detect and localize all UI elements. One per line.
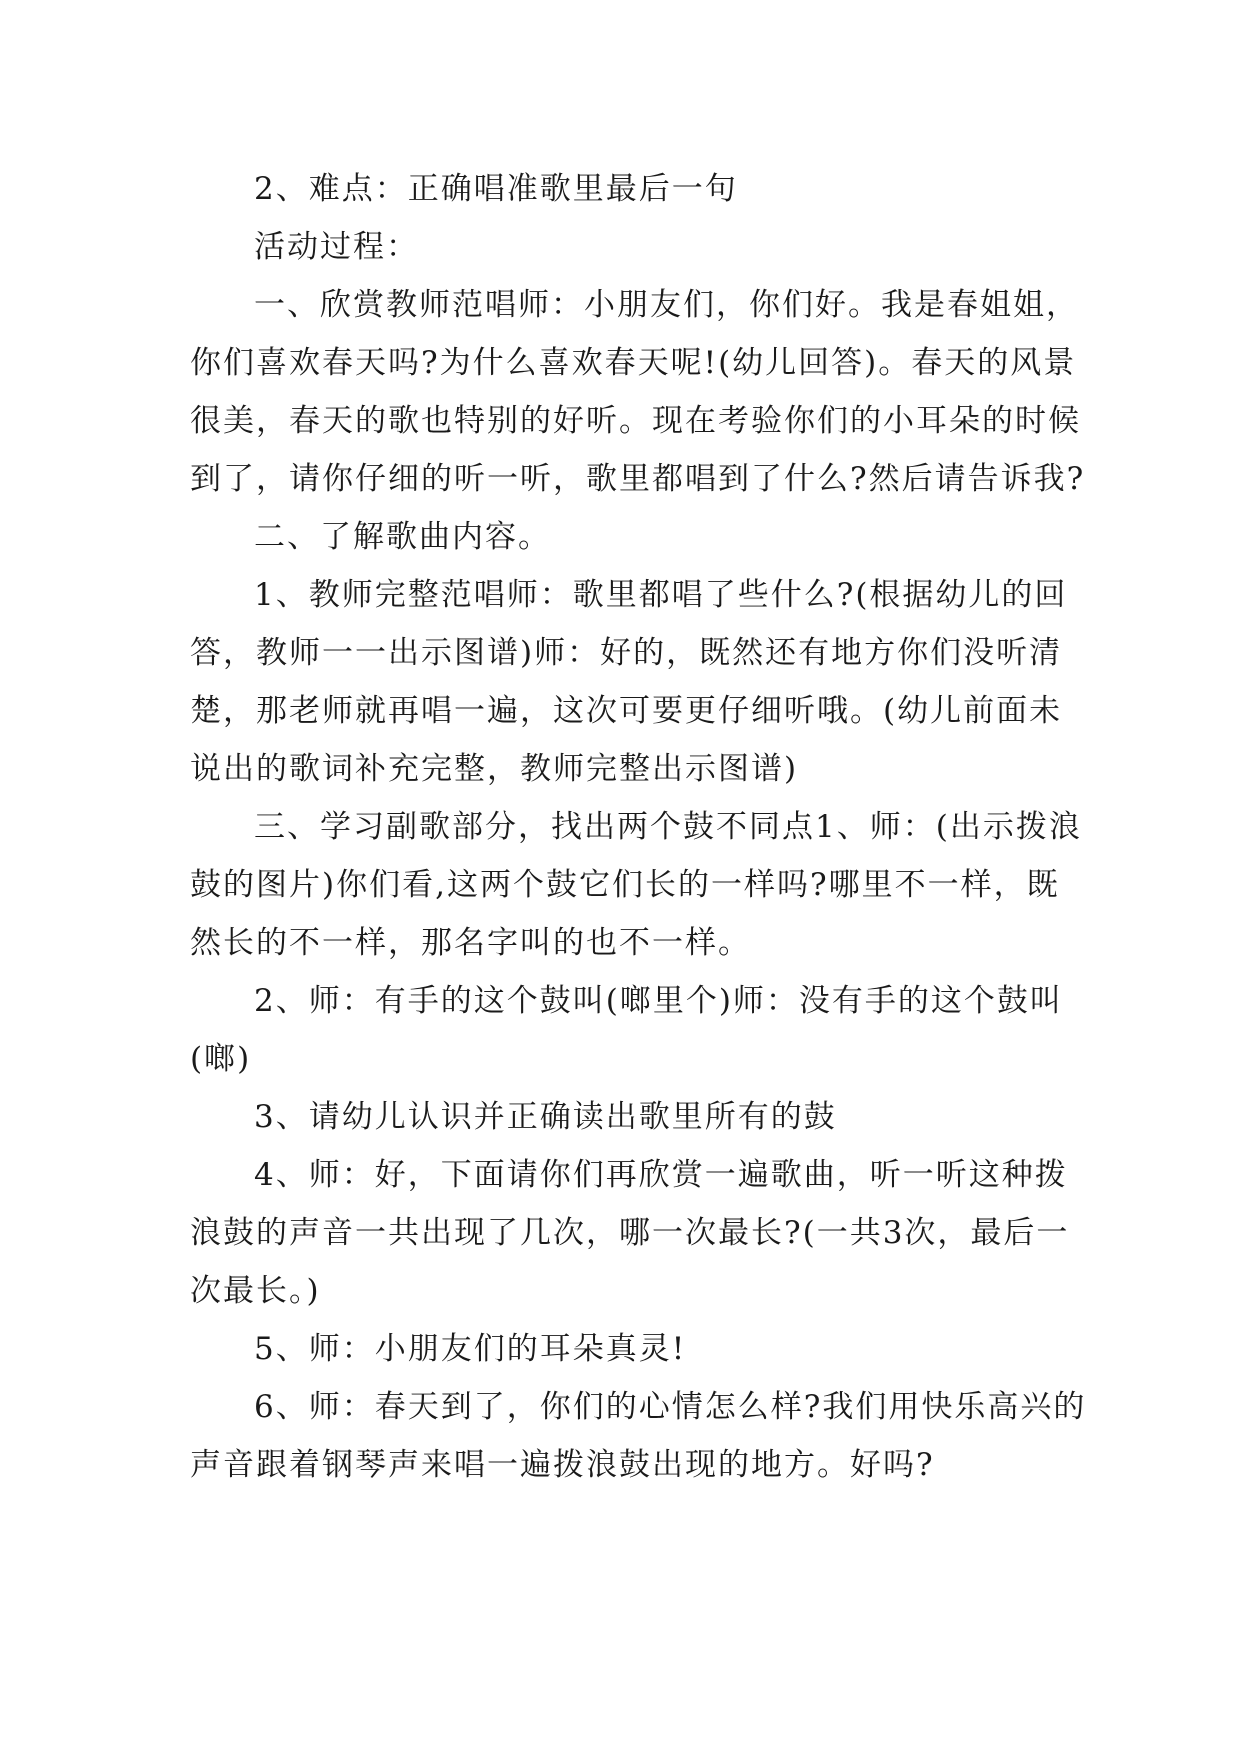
- paragraph-activity-process: 活动过程：: [254, 229, 419, 265]
- paragraph-step-6: 6、师：春天到了，你们的心情怎么样?我们用快乐高兴的声音跟着钢琴声来唱一遍拨浪鼓出现的地方。好吗?: [190, 1389, 1087, 1483]
- paragraph-step-3: 3、请幼儿认识并正确读出歌里所有的鼓: [254, 1099, 837, 1135]
- paragraph-step-1: 1、教师完整范唱师：歌里都唱了些什么?(根据幼儿的回答，教师一一出示图谱)师：好的，既然还有地方你们没听清楚，那老师就再唱一遍，这次可要更仔细听哦。(幼儿前面未说出的歌词补充完整，教师完整出示图谱): [190, 577, 1068, 787]
- paragraph-section-two: 二、了解歌曲内容。: [254, 519, 551, 555]
- paragraph-step-4: 4、师：好，下面请你们再欣赏一遍歌曲，听一听这种拨浪鼓的声音一共出现了几次，哪一次最长?(一共3次，最后一次最长。): [190, 1157, 1070, 1309]
- paragraph-difficulty: 2、难点：正确唱准歌里最后一句: [254, 171, 738, 207]
- paragraph-step-5: 5、师：小朋友们的耳朵真灵!: [254, 1331, 687, 1367]
- document-page: [190, 160, 1090, 1494]
- paragraph-step-2: 2、师：有手的这个鼓叫(啷里个)师：没有手的这个鼓叫(啷): [190, 983, 1063, 1077]
- paragraph-section-one: 一、欣赏教师范唱师：小朋友们，你们好。我是春姐姐，你们喜欢春天吗?为什么喜欢春天呢!(幼儿回答)。春天的风景很美，春天的歌也特别的好听。现在考验你们的小耳朵的时候到了，请你仔细的听一听，歌里都唱到了什么?然后请告诉我?: [190, 287, 1086, 497]
- paragraph-section-three: 三、学习副歌部分，找出两个鼓不同点1、师：(出示拨浪鼓的图片)你们看,这两个鼓它们长的一样吗?哪里不一样，既然长的不一样，那名字叫的也不一样。: [190, 809, 1082, 961]
